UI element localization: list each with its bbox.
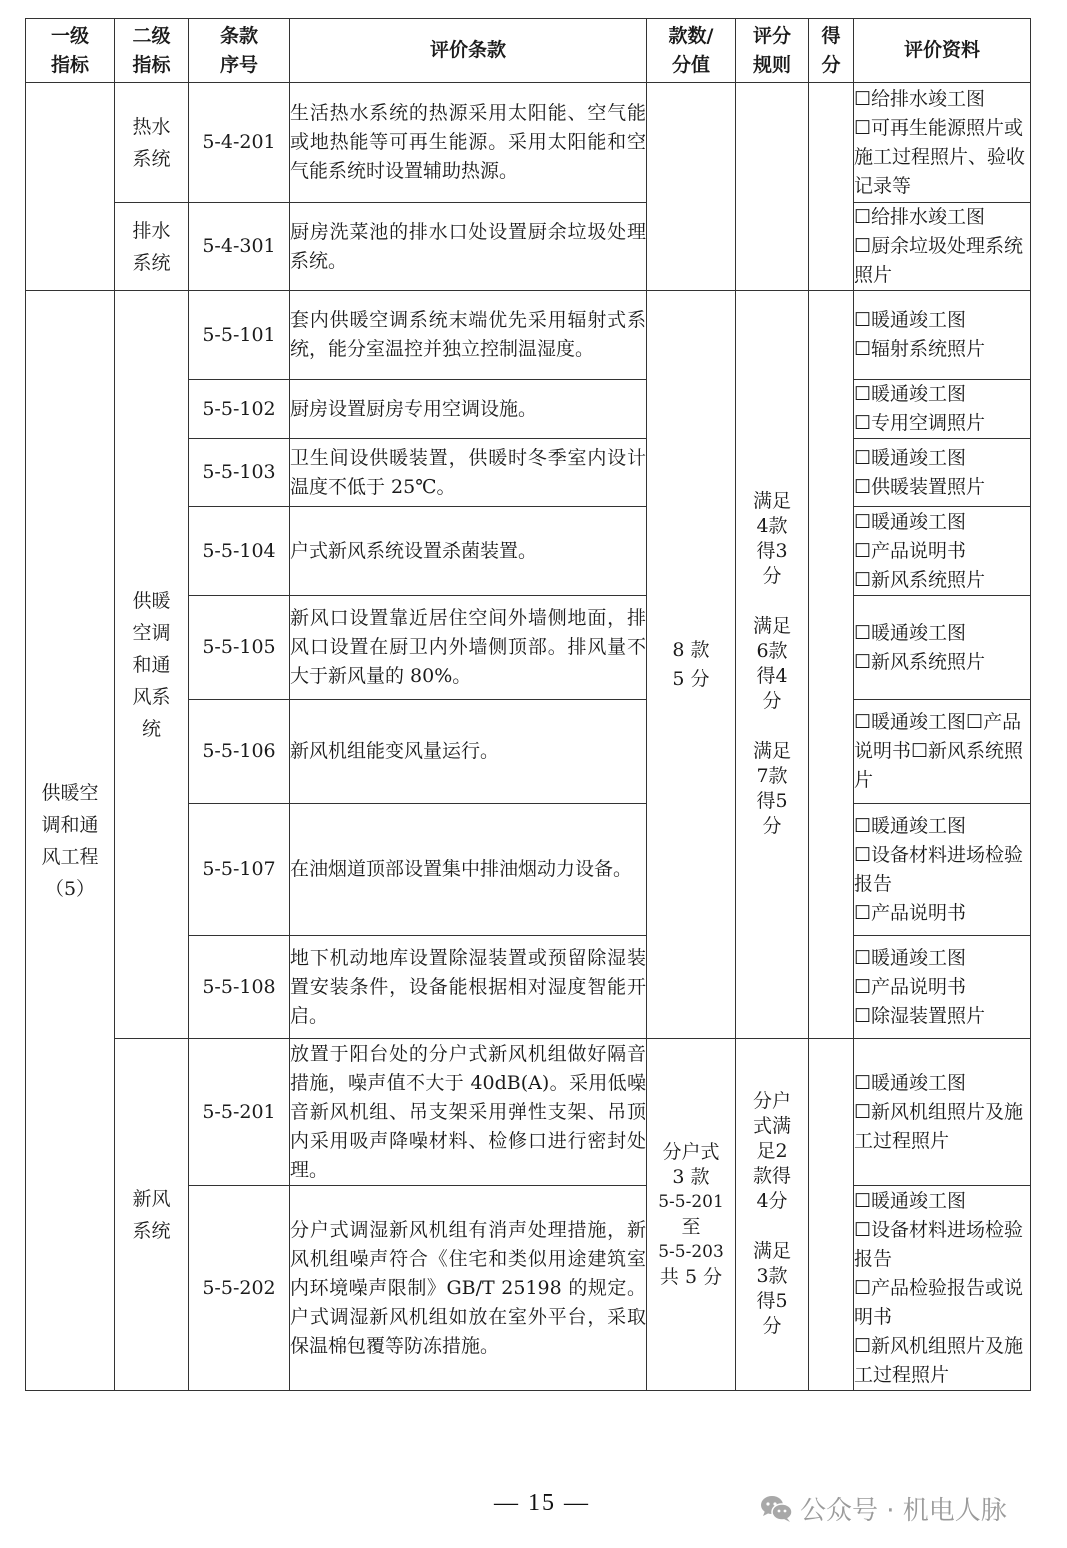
score-cell[interactable]: [809, 83, 854, 291]
material-item[interactable]: ☐暖通竣工图: [854, 446, 967, 469]
table-row: [26, 291, 1031, 380]
header-materials: 评价资料: [854, 19, 1031, 83]
materials-cell: [854, 700, 1031, 804]
clause-code: 5-5-202: [189, 1186, 290, 1391]
clause-code: 5-5-102: [189, 380, 290, 439]
material-item[interactable]: ☐给排水竣工图: [854, 206, 986, 228]
header-row: [26, 19, 1031, 83]
material-item[interactable]: ☐辐射系统照片: [854, 338, 986, 360]
clause-code: 5-5-201: [189, 1039, 290, 1186]
material-item[interactable]: ☐暖通竣工图: [854, 814, 967, 837]
materials-cell: [854, 507, 1031, 596]
clause-code: 5-5-104: [189, 507, 290, 596]
level1-cell-empty: [26, 83, 115, 291]
material-item[interactable]: ☐新风系统照片: [854, 568, 986, 591]
material-item[interactable]: ☐暖通竣工图: [854, 383, 967, 405]
table-row: [26, 1039, 1031, 1186]
clause-text: 厨房洗菜池的排水口处设置厨余垃圾处理系统。: [290, 203, 647, 291]
clause-text: 套内供暖空调系统末端优先采用辐射式系统，能分室温控并独立控制温湿度。: [290, 291, 647, 380]
clause-code: 5-5-107: [189, 804, 290, 936]
material-item[interactable]: ☐厨余垃圾处理系统照片: [854, 235, 1024, 286]
material-item[interactable]: ☐除湿装置照片: [854, 1004, 986, 1027]
count-score-cell: 分户式 3 款 5-5-201 至 5-5-203 共 5 分: [647, 1039, 736, 1391]
watermark: [760, 1490, 1007, 1527]
page-number: — 15 —: [494, 1490, 590, 1516]
material-item[interactable]: ☐暖通竣工图☐产品说明书☐新风系统照片: [854, 711, 1024, 791]
clause-text: 新风机组能变风量运行。: [290, 700, 647, 804]
clause-text: 生活热水系统的热源采用太阳能、空气能或地热能等可再生能源。采用太阳能和空气能系统时设置辅助热源。: [290, 83, 647, 203]
level2-cell: 排水系统: [115, 203, 189, 291]
clause-text: 户式新风系统设置杀菌装置。: [290, 507, 647, 596]
clause-code: 5-4-301: [189, 203, 290, 291]
materials-cell: [854, 439, 1031, 507]
watermark-text: 公众号 · 机电人脉: [800, 1496, 1007, 1526]
clause-code: 5-5-105: [189, 596, 290, 700]
material-item[interactable]: ☐产品说明书: [854, 901, 967, 924]
material-item[interactable]: ☐供暖装置照片: [854, 475, 986, 498]
level2-cell: 供暖空调和通风系统: [115, 291, 189, 1039]
materials-cell: [854, 936, 1031, 1039]
level2-cell: 新风系统: [115, 1039, 189, 1391]
materials-cell: [854, 380, 1031, 439]
material-item[interactable]: ☐暖通竣工图: [854, 946, 967, 969]
material-item[interactable]: ☐产品说明书: [854, 975, 967, 998]
header-rule: 评分 规则: [736, 19, 809, 83]
clause-text: 放置于阳台处的分户式新风机组做好隔音措施，噪声值不大于 40dB(A)。采用低噪音新风机组、吊支架采用弹性支架、吊顶内采用吸声降噪材料、检修口进行密封处理。: [290, 1039, 647, 1186]
score-cell[interactable]: [809, 291, 854, 1039]
materials-cell: [854, 804, 1031, 936]
clause-code: 5-5-108: [189, 936, 290, 1039]
materials-cell: [854, 291, 1031, 380]
clause-text: 厨房设置厨房专用空调设施。: [290, 380, 647, 439]
material-item[interactable]: ☐暖通竣工图: [854, 309, 967, 331]
header-clause-no: 条款 序号: [189, 19, 290, 83]
header-clause: 评价条款: [290, 19, 647, 83]
materials-cell: [854, 596, 1031, 700]
material-item[interactable]: ☐新风系统照片: [854, 650, 986, 673]
material-item[interactable]: ☐暖通竣工图: [854, 1071, 967, 1094]
evaluation-table: [25, 18, 1031, 1391]
material-item[interactable]: ☐产品检验报告或说明书: [854, 1276, 1024, 1328]
clause-code: 5-5-101: [189, 291, 290, 380]
clause-code: 5-4-201: [189, 83, 290, 203]
count-score-cell-empty: [647, 83, 736, 291]
material-item[interactable]: ☐给排水竣工图: [854, 87, 986, 110]
material-item[interactable]: ☐新风机组照片及施工过程照片: [854, 1100, 1024, 1152]
material-item[interactable]: ☐设备材料进场检验报告: [854, 1218, 1024, 1270]
materials-cell: [854, 83, 1031, 203]
material-item[interactable]: ☐设备材料进场检验报告: [854, 843, 1024, 895]
material-item[interactable]: ☐暖通竣工图: [854, 510, 967, 533]
table-row: [26, 83, 1031, 203]
material-item[interactable]: ☐暖通竣工图: [854, 1189, 967, 1212]
material-item[interactable]: ☐可再生能源照片或施工过程照片、验收记录等: [854, 116, 1026, 197]
clause-text: 地下机动地库设置除湿装置或预留除湿装置安装条件，设备能根据相对湿度智能开启。: [290, 936, 647, 1039]
materials-cell: [854, 1186, 1031, 1391]
count-score-cell: 8 款 5 分: [647, 291, 736, 1039]
score-cell[interactable]: [809, 1039, 854, 1391]
material-item[interactable]: ☐专用空调照片: [854, 412, 986, 434]
clause-code: 5-5-103: [189, 439, 290, 507]
clause-text: 新风口设置靠近居住空间外墙侧地面，排风口设置在厨卫内外墙侧顶部。排风量不大于新风量的 80%。: [290, 596, 647, 700]
header-count-score: 款数/ 分值: [647, 19, 736, 83]
level2-cell: 热水系统: [115, 83, 189, 203]
rule-cell: 分户式满足2款得4分 满足3款得5分: [736, 1039, 809, 1391]
rule-cell-empty: [736, 83, 809, 291]
table-row: [26, 203, 1031, 291]
header-score: 得 分: [809, 19, 854, 83]
level1-cell: 供暖空调和通风工程（5）: [26, 291, 115, 1391]
material-item[interactable]: ☐暖通竣工图: [854, 621, 967, 644]
header-level2: 二级 指标: [115, 19, 189, 83]
clause-text: 卫生间设供暖装置，供暖时冬季室内设计温度不低于 25℃。: [290, 439, 647, 507]
material-item[interactable]: ☐产品说明书: [854, 539, 967, 562]
materials-cell: [854, 1039, 1031, 1186]
header-level1: 一级 指标: [26, 19, 115, 83]
clause-text: 在油烟道顶部设置集中排油烟动力设备。: [290, 804, 647, 936]
clause-text: 分户式调湿新风机组有消声处理措施，新风机组噪声符合《住宅和类似用途建筑室内环境噪声限制》GB/T 25198 的规定。户式调湿新风机组如放在室外平台，采取保温棉包覆等防冻措施。: [290, 1186, 647, 1391]
wechat-icon: [760, 1494, 794, 1524]
material-item[interactable]: ☐新风机组照片及施工过程照片: [854, 1334, 1024, 1386]
rule-cell: 满足4款得3分 满足6款得4分 满足7款得5分: [736, 291, 809, 1039]
materials-cell: [854, 203, 1031, 291]
clause-code: 5-5-106: [189, 700, 290, 804]
page-footer: [0, 1490, 1067, 1530]
